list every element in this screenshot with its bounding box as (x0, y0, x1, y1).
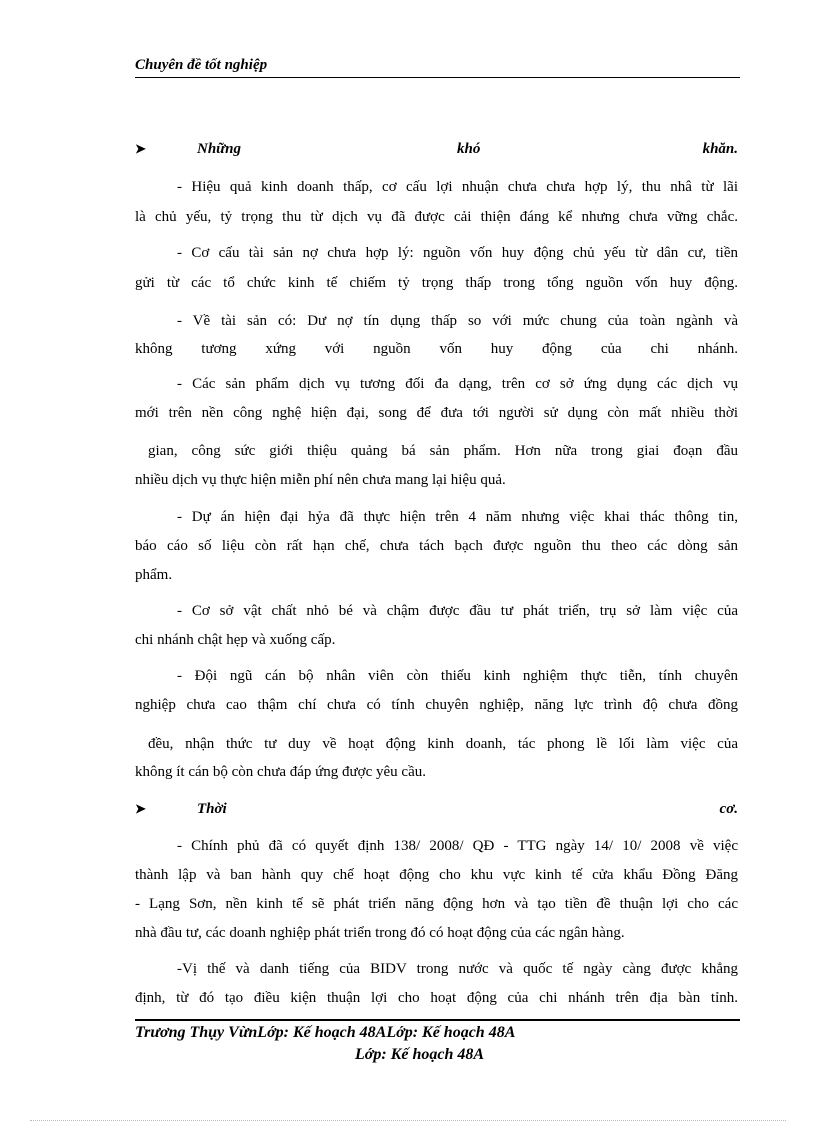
paragraph-line: phẩm. (135, 567, 173, 583)
paragraph-line: - Về tài sản có: Dư nợ tín dụng thấp so với mức chung của toàn ngành và (177, 313, 738, 329)
heading-word: khó (457, 141, 481, 157)
paragraph-line: gian, công sức giới thiệu quảng bá sản phẩm. Hơn nữa trong giai đoạn đầu (148, 443, 738, 459)
paragraph-line: nghiệp chưa cao thậm chí chưa có tính chuyên nghiệp, năng lực trình độ chưa đồng (135, 697, 738, 713)
paragraph-line: - Lạng Sơn, nền kinh tế sẽ phát triển năng động hơn và tạo tiền đề thuận lợi cho các (135, 896, 738, 912)
paragraph-line: - Đội ngũ cán bộ nhân viên còn thiếu kinh nghiệm thực tiễn, tính chuyên (177, 668, 738, 684)
footer-class: Lớp: Kế hoạch 48A (355, 1046, 485, 1063)
paragraph-line: nhiều dịch vụ thực hiện miễn phí nên chưa mang lại hiệu quả. (135, 472, 506, 488)
paragraph-line: báo cáo số liệu còn rất hạn chế, chưa tách bạch được nguồn thu theo các dòng sản (135, 538, 738, 554)
paragraph-line: -Vị thế và danh tiếng của BIDV trong nước và quốc tế ngày càng được khẳng (177, 961, 738, 977)
paragraph-line: nhà đầu tư, các doanh nghiệp phát triển trong đó có hoạt động của các ngân hàng. (135, 925, 625, 941)
page-bottom-dotted-border (30, 1120, 786, 1121)
header-divider (135, 77, 740, 78)
paragraph-line: không tương xứng với nguồn vốn huy động của chi nhánh. (135, 341, 738, 357)
paragraph-line: mới trên nền công nghệ hiện đại, song để đưa tới người sử dụng còn mất nhiều thời (135, 405, 738, 421)
heading-word: Những (197, 141, 242, 157)
paragraph-line: gửi từ các tổ chức kinh tế chiếm tỷ trọng thấp trong tổng nguồn vốn huy động. (135, 275, 738, 291)
paragraph-line: - Hiệu quả kinh doanh thấp, cơ cấu lợi nhuận chưa chưa hợp lý, thu nhâ từ lãi (177, 179, 738, 195)
paragraph-line: - Cơ cấu tài sản nợ chưa hợp lý: nguồn vốn huy động chủ yếu từ dân cư, tiền (177, 245, 738, 261)
section-heading-opportunities (135, 798, 738, 820)
arrow-bullet-icon: ➤ (135, 141, 146, 156)
footer-author-class: Trương Thụy VừnLớp: Kế hoạch 48ALớp: Kế hoạch 48A (135, 1024, 516, 1041)
paragraph-line: thành lập và ban hành quy chế hoạt động cho khu vực kinh tế cửa khẩu Đồng Đăng (135, 867, 738, 883)
arrow-bullet-icon: ➤ (135, 801, 146, 816)
heading-word: cơ. (719, 801, 738, 817)
paragraph-line: - Dự án hiện đại hỷa đã thực hiện trên 4 năm nhưng việc khai thác thông tin, (177, 509, 738, 525)
paragraph-line: chi nhánh chật hẹp và xuống cấp. (135, 632, 336, 648)
footer-divider (135, 1019, 740, 1021)
section-heading-difficulties (135, 138, 738, 160)
page-header-title: Chuyên đề tốt nghiệp (135, 57, 268, 73)
heading-word: Thời (197, 801, 227, 817)
heading-word: khăn. (702, 141, 738, 157)
paragraph-line: - Cơ sở vật chất nhỏ bé và chậm được đầu tư phát triển, trụ sở làm việc của (177, 603, 738, 619)
paragraph-line: không ít cán bộ còn chưa đáp ứng được yêu cầu. (135, 764, 426, 780)
paragraph-line: là chủ yếu, tỷ trọng thu từ dịch vụ đã được cải thiện đáng kể nhưng chưa vững chắc. (135, 209, 738, 225)
paragraph-line: định, từ đó tạo điều kiện thuận lợi cho hoạt động của chi nhánh trên địa bàn tỉnh. (135, 990, 738, 1006)
paragraph-line: - Các sản phẩm dịch vụ tương đối đa dạng, trên cơ sở ứng dụng các dịch vụ (177, 376, 738, 392)
paragraph-line: - Chính phủ đã có quyết định 138/ 2008/ QĐ - TTG ngày 14/ 10/ 2008 về việc (177, 838, 738, 854)
paragraph-line: đều, nhận thức tư duy về hoạt động kinh doanh, tác phong lề lối làm việc của (148, 736, 738, 752)
